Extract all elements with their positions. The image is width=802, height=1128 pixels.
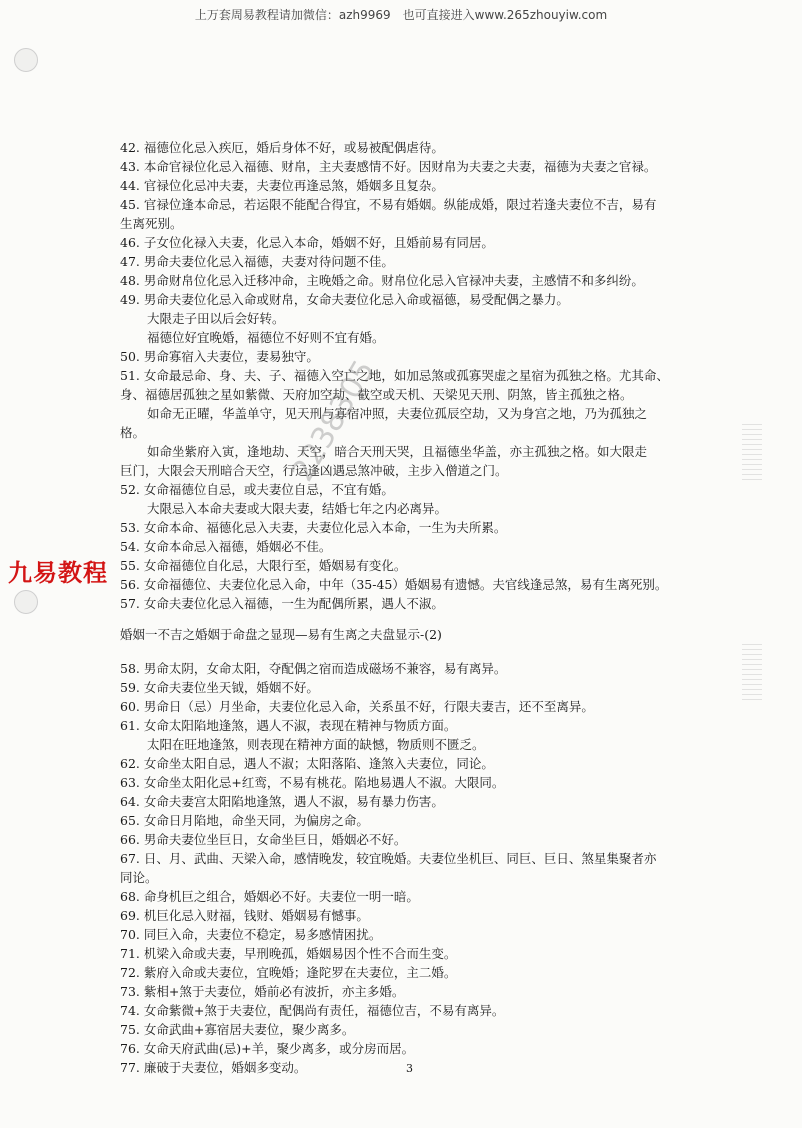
text-line: 77. 廉破于夫妻位，婚姻多变动。 <box>120 1060 307 1075</box>
text-line: 55. 女命福德位自化忌，大限行至，婚姻易有变化。 <box>120 558 407 573</box>
text-line: 66. 男命夫妻位坐巨日，女命坐巨日，婚姻必不好。 <box>120 832 407 847</box>
text-line: 巨门，大限会天刑暗合天空，行运逢凶遇忌煞冲破，主步入僧道之门。 <box>120 463 508 478</box>
text-line: 44. 官禄位化忌冲夫妻，夫妻位再逢忌煞，婚姻多且复杂。 <box>120 178 444 193</box>
text-line: 67. 日、月、武曲、天梁入命，感情晚发，较宜晚婚。夫妻位坐机巨、同巨、巨日、煞星集聚者亦 <box>120 851 657 866</box>
edge-mark <box>742 420 762 480</box>
text-line: 69. 机巨化忌入财福，钱财、婚姻易有憾事。 <box>120 908 369 923</box>
text-line: 45. 官禄位逢本命忌，若运限不能配合得宜，不易有婚姻。纵能成婚，限过若逢夫妻位不吉，易有 <box>120 197 657 212</box>
text-line: 46. 子女位化禄入夫妻，化忌入本命，婚姻不好，且婚前易有同居。 <box>120 235 494 250</box>
text-line: 54. 女命本命忌入福德，婚姻必不佳。 <box>120 539 332 554</box>
text-line: 56. 女命福德位、夫妻位化忌入命，中年（35-45）婚姻易有遗憾。夫官线逢忌煞，易有生离死别。 <box>120 577 668 592</box>
text-line: 64. 女命夫妻宫太阳陷地逢煞，遇人不淑，易有暴力伤害。 <box>120 794 444 809</box>
text-line: 如命无正曜，华盖单守，见天刑与寡宿冲照，夫妻位孤辰空劫，又为身宫之地，乃为孤独之 <box>147 406 648 421</box>
text-line: 同论。 <box>120 870 158 885</box>
text-line: 76. 女命天府武曲(忌)+羊，聚少离多，或分房而居。 <box>120 1041 415 1056</box>
text-line: 49. 男命夫妻位化忌入命或财帛，女命夫妻位化忌入命或福德，易受配偶之暴力。 <box>120 292 569 307</box>
page-header: 上万套周易教程请加微信：azh9969 也可直接进入www.265zhouyiw.com <box>194 8 608 22</box>
text-line: 63. 女命坐太阳化忌+红鸾，不易有桃花。陷地易遇人不淑。大限同。 <box>120 775 505 790</box>
text-line: 72. 紫府入命或夫妻位，宜晚婚；逢陀罗在夫妻位，主二婚。 <box>120 965 457 980</box>
text-line: 大限忌入本命夫妻或大限夫妻，结婚七年之内必离异。 <box>147 501 448 516</box>
text-line: 如命坐紫府入寅，逢地劫、天空，暗合天刑天哭，且福德坐华盖，亦主孤独之格。如大限走 <box>147 444 648 459</box>
text-line: 51. 女命最忌命、身、夫、子、福德入空亡之地，如加忌煞或孤寡哭虚之星宿为孤独之格。尤其命、 <box>120 368 669 383</box>
text-line: 65. 女命日月陷地，命坐天同，为偏房之命。 <box>120 813 369 828</box>
text-line: 58. 男命太阴，女命太阳，夺配偶之宿而造成磁场不兼容，易有离异。 <box>120 661 507 676</box>
text-line: 太阳在旺地逢煞，则表现在精神方面的缺憾，物质则不匮乏。 <box>147 737 485 752</box>
text-line: 61. 女命太阳陷地逢煞，遇人不淑，表现在精神与物质方面。 <box>120 718 457 733</box>
section-title: 婚姻一不吉之婚姻于命盘之显现—易有生离之夫盘显示-(2) <box>120 627 442 642</box>
watermark-logo: 九易教程 <box>8 559 108 587</box>
text-line: 42. 福德位化忌入疾厄，婚后身体不好，或易被配偶虐待。 <box>120 140 444 155</box>
text-line: 43. 本命官禄位化忌入福德、财帛，主夫妻感情不好。因财帛为夫妻之夫妻，福德为夫妻之官禄。 <box>120 159 657 174</box>
text-line: 70. 同巨入命，夫妻位不稳定，易多感情困扰。 <box>120 927 382 942</box>
text-line: 68. 命身机巨之组合，婚姻必不好。夫妻位一明一暗。 <box>120 889 419 904</box>
text-line: 48. 男命财帛位化忌入迁移冲命，主晚婚之命。财帛位化忌入官禄冲夫妻，主感情不和多纠纷。 <box>120 273 644 288</box>
punch-hole-top <box>14 48 38 72</box>
text-line: 50. 男命寡宿入夫妻位，妻易独守。 <box>120 349 319 364</box>
text-line: 57. 女命夫妻位化忌入福德，一生为配偶所累，遇人不淑。 <box>120 596 444 611</box>
text-line: 53. 女命本命、福德化忌入夫妻，夫妻位化忌入本命，一生为夫所累。 <box>120 520 507 535</box>
text-line: 75. 女命武曲+寡宿居夫妻位，聚少离多。 <box>120 1022 355 1037</box>
text-line: 74. 女命紫微+煞于夫妻位，配偶尚有责任，福德位吉，不易有离异。 <box>120 1003 505 1018</box>
text-line: 身、福德居孤独之星如紫微、天府加空劫、截空或天机、天梁见天刑、阴煞，皆主孤独之格。 <box>120 387 633 402</box>
edge-mark <box>742 640 762 700</box>
text-line: 生离死别。 <box>120 216 183 231</box>
text-line: 59. 女命夫妻位坐天钺，婚姻不好。 <box>120 680 319 695</box>
watermark-digits: 2238305 <box>285 354 383 488</box>
text-line: 47. 男命夫妻位化忌入福德，夫妻对待问题不佳。 <box>120 254 394 269</box>
punch-hole-middle <box>14 590 38 614</box>
text-line: 60. 男命日（忌）月坐命，夫妻位化忌入命，关系虽不好，行限夫妻吉，还不至离异。 <box>120 699 594 714</box>
text-line: 71. 机梁入命或夫妻，早刑晚孤，婚姻易因个性不合而生变。 <box>120 946 457 961</box>
text-line: 52. 女命福德位自忌，或夫妻位自忌，不宜有婚。 <box>120 482 394 497</box>
text-line: 大限走子田以后会好转。 <box>147 311 285 326</box>
text-line: 格。 <box>120 425 146 440</box>
document-body <box>120 138 710 1077</box>
text-line: 福德位好宜晚婚，福德位不好则不宜有婚。 <box>147 330 385 345</box>
page-number: 3 <box>406 1062 413 1075</box>
text-line: 62. 女命坐太阳自忌，遇人不淑；太阳落陷、逢煞入夫妻位，同论。 <box>120 756 494 771</box>
text-line: 73. 紫相+煞于夫妻位，婚前必有波折，亦主多婚。 <box>120 984 405 999</box>
